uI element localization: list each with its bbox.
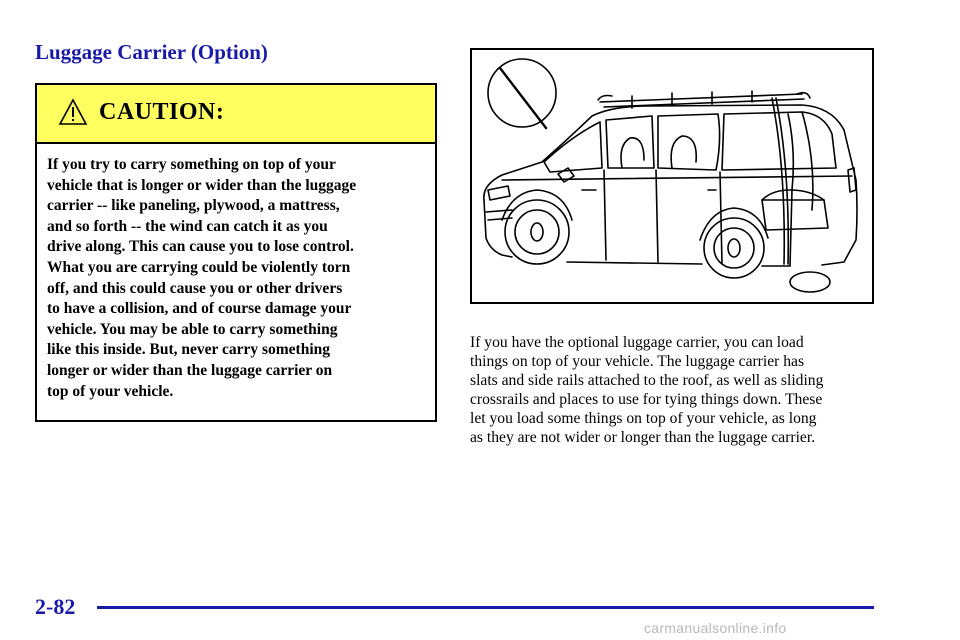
caution-line: carrier -- like paneling, plywood, a mattress, xyxy=(47,197,340,215)
caution-line: like this inside. But, never carry something xyxy=(47,341,331,359)
caution-line: drive along. This can cause you to lose control. xyxy=(47,238,354,256)
description-text xyxy=(470,333,880,447)
minivan-drawing xyxy=(472,50,872,302)
section-title: Luggage Carrier (Option) xyxy=(35,40,268,64)
description-line: slats and side rails attached to the roof, as well as sliding xyxy=(470,372,824,389)
description-line: If you have the optional luggage carrier, you can load xyxy=(470,334,804,351)
caution-header xyxy=(37,85,435,144)
caution-line: to have a collision, and of course damage your xyxy=(47,300,352,318)
prohibition-sign-icon xyxy=(488,59,556,128)
minivan-illustration xyxy=(470,48,874,304)
caution-line: off, and this could cause you or other drivers xyxy=(47,279,343,297)
page-number: 2-82 xyxy=(35,594,76,619)
warning-triangle-icon xyxy=(58,98,88,126)
caution-box xyxy=(35,83,437,422)
caution-line: If you try to carry something on top of your xyxy=(47,156,336,173)
description-line: let you load some things on top of your vehicle, as long xyxy=(470,410,817,427)
caution-label: CAUTION: xyxy=(99,99,225,125)
description-line: crossrails and places to use for tying things down. These xyxy=(470,391,823,408)
caution-text xyxy=(47,155,427,402)
caution-line: and so forth -- the wind can catch it as you xyxy=(47,217,328,235)
caution-line: vehicle. You may be able to carry something xyxy=(47,320,338,338)
caution-line: vehicle that is longer or wider than the luggage xyxy=(47,176,357,194)
caution-line: What you are carrying could be violently torn xyxy=(47,258,351,276)
watermark: carmanualsonline.info xyxy=(644,620,787,636)
caution-line: top of your vehicle. xyxy=(47,382,174,400)
footer-rule xyxy=(97,606,874,609)
description-line: things on top of your vehicle. The luggage carrier has xyxy=(470,353,805,370)
description-line: as they are not wider or longer than the luggage carrier. xyxy=(470,429,816,446)
caution-line: longer or wider than the luggage carrier on xyxy=(47,361,333,379)
